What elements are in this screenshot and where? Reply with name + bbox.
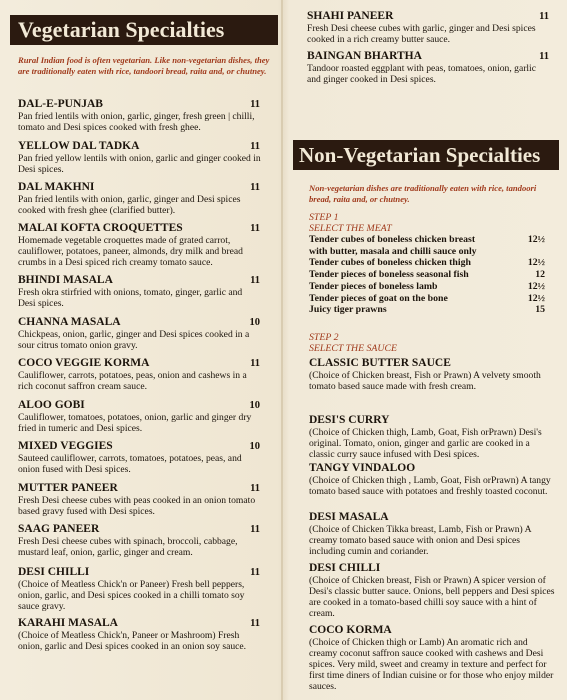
sauce-option xyxy=(309,624,557,692)
menu-item-name: MIXED VEGGIES xyxy=(18,440,113,452)
meat-price: 15 xyxy=(535,304,545,316)
menu-item-header xyxy=(307,50,565,63)
menu-item-description: Fresh Desi cheese cubes with garlic, ginger and Desi spices cooked in a rich creamy butter sauce. xyxy=(307,23,536,45)
menu-item-name: YELLOW DAL TADKA xyxy=(18,140,140,152)
menu-item xyxy=(18,140,276,175)
vegetarian-title: Vegetarian Specialties xyxy=(10,15,278,45)
menu-item-price: 11 xyxy=(250,141,260,152)
sauce-description: (Choice of Chicken Tikka breast, Lamb, Fish or Prawn) A creamy tomato based sauce with onion and Desi spices including cumin and coriander. xyxy=(309,524,531,557)
menu-item-name: CHANNA MASALA xyxy=(18,316,121,328)
meat-price: 12½ xyxy=(527,234,545,245)
menu-item-description: Chickpeas, onion, garlic, ginger and Desi spices cooked in a sour citrus tomato onion gravy. xyxy=(18,329,250,351)
menu-item-name: DESI CHILLI xyxy=(18,566,90,578)
sauce-description: (Choice of Chicken breast, Fish or Prawn) A velvety smooth tomato based sauce made with fresh cream. xyxy=(309,370,541,392)
menu-item-header xyxy=(18,140,276,153)
menu-item-header xyxy=(18,316,276,329)
menu-item-header xyxy=(18,566,276,579)
menu-item-name: MALAI KOFTA CROQUETTES xyxy=(18,222,183,234)
meat-name: Tender pieces of goat on the bone xyxy=(309,292,448,304)
menu-item-header xyxy=(18,274,276,287)
menu-item-description: Cauliflower, carrots, potatoes, peas, onion and cashews in a rich coconut saffron cream sauce. xyxy=(18,370,247,392)
step1-block xyxy=(309,212,559,316)
menu-item-header xyxy=(18,181,276,194)
menu-item-name: ALOO GOBI xyxy=(18,399,85,411)
vegetarian-intro: Rural Indian food is often vegetarian. Like non-vegetarian dishes, they are traditionally eaten with rice, tandoori bread, raita and, or chutney. xyxy=(18,55,270,76)
menu-item-description: Tandoor roasted eggplant with peas, tomatoes, onion, garlic and ginger cooked in Desi spices. xyxy=(307,63,536,85)
menu-item xyxy=(18,222,276,268)
menu-item-description: Fresh Desi cheese cubes with spinach, broccoli, cabbage, mustard leaf, onion, garlic, ginger and cream. xyxy=(18,536,238,558)
menu-item-name: SHAHI PANEER xyxy=(307,10,394,22)
meat-name: with butter, masala and chilli sauce only xyxy=(309,245,477,257)
menu-item-price: 10 xyxy=(249,441,260,452)
menu-item-name: KARAHI MASALA xyxy=(18,617,118,629)
meat-price: 12½ xyxy=(527,280,545,292)
sauce-name: DESI CHILLI xyxy=(309,562,381,574)
sauce-option xyxy=(309,511,557,557)
menu-item-price: 11 xyxy=(539,11,549,22)
step2-block xyxy=(309,332,559,354)
menu-item-name: DAL MAKHNI xyxy=(18,181,95,193)
menu-item xyxy=(18,566,276,612)
meat-name: Tender cubes of boneless chicken thigh xyxy=(309,257,471,269)
menu-item-description: Fresh Desi cheese cubes with peas cooked in an onion tomato based gravy fused with Desi spices. xyxy=(18,495,256,517)
menu-item xyxy=(18,523,276,558)
menu-item-header xyxy=(18,399,276,412)
sauce-description: (Choice of Chicken thigh, Lamb, Goat, Fish orPrawn) Desi's original. Tomato, onion, ginger and garlic are cooked in a classic curry sauce infused with Desi spices. xyxy=(309,427,542,460)
menu-item-price: 11 xyxy=(250,275,260,286)
nonveg-title: Non-Vegetarian Specialties xyxy=(293,140,559,170)
menu-item xyxy=(307,10,565,45)
menu-item-header xyxy=(18,222,276,235)
menu-item xyxy=(18,181,276,216)
step2-sub: SELECT THE SAUCE xyxy=(309,343,398,354)
meat-option xyxy=(309,257,559,269)
menu-item-name: MUTTER PANEER xyxy=(18,482,118,494)
menu-item xyxy=(18,440,276,475)
menu-item xyxy=(18,482,276,517)
menu-item-description: Pan fried yellow lentils with onion, garlic and ginger cooked in Desi spices. xyxy=(18,153,261,175)
menu-item-name: DAL-E-PUNJAB xyxy=(18,98,103,110)
sauce-option xyxy=(309,462,557,497)
meat-option xyxy=(309,234,559,246)
step1-label: STEP 1 xyxy=(309,212,339,223)
meat-option xyxy=(309,246,559,258)
menu-item-price: 11 xyxy=(250,567,260,578)
menu-item-header xyxy=(18,357,276,370)
sauce-description: (Choice of Chicken breast, Fish or Prawn) A spicer version of Desi's classic butter sauce. Onions, bell peppers and Desi spices are cooked in a tomato-based chilli soy sauce with a hint of cream. xyxy=(309,575,555,619)
menu-item-price: 10 xyxy=(249,317,260,328)
nonveg-intro: Non-vegetarian dishes are traditionally eaten with rice, tandoori bread, raita and, or chutney. xyxy=(309,183,537,204)
sauce-name: DESI'S CURRY xyxy=(309,414,390,426)
sauce-name: DESI MASALA xyxy=(309,511,389,523)
menu-item-description: Pan fried lentils with onion, garlic, ginger, fresh green | chilli, tomato and Desi spices cooked with fresh ghee. xyxy=(18,111,255,133)
meat-name: Tender cubes of boneless chicken breast xyxy=(309,234,476,245)
menu-item-description: Cauliflower, tomatoes, potatoes, onion, garlic and ginger dry fried in tumeric and Desi spices. xyxy=(18,412,252,434)
meat-option xyxy=(309,304,559,316)
menu-item-price: 11 xyxy=(539,51,549,62)
menu-item-price: 11 xyxy=(250,223,260,234)
menu-item-header xyxy=(18,440,276,453)
menu-item-description: Fresh okra stirfried with onions, tomato, ginger, garlic and Desi spices. xyxy=(18,287,243,309)
menu-item-description: (Choice of Meatless Chick'n or Paneer) Fresh bell peppers, onion, garlic, and Desi spices cooked in a chilli tomato soy sauce gravy. xyxy=(18,579,245,612)
menu-item-header xyxy=(18,617,276,630)
meat-list xyxy=(309,234,559,316)
menu-item-description: (Choice of Meatless Chick'n, Paneer or Mashroom) Fresh onion, garlic and Desi spices cooked in an onion soy sauce. xyxy=(18,630,247,652)
meat-option xyxy=(309,281,559,293)
menu-item-price: 11 xyxy=(250,483,260,494)
menu-item-price: 10 xyxy=(249,400,260,411)
meat-price xyxy=(515,246,545,258)
menu-item-description: Sauteed cauliflower, carrots, tomatoes, potatoes, peas, and onion fused with Desi spices. xyxy=(18,453,242,475)
meat-price: 12 xyxy=(535,269,545,281)
menu-item-price: 11 xyxy=(250,524,260,535)
sauce-name: TANGY VINDALOO xyxy=(309,462,416,474)
menu-item xyxy=(18,316,276,351)
menu-item xyxy=(18,98,276,133)
menu-item-price: 11 xyxy=(250,618,260,629)
menu-item-header xyxy=(18,98,276,111)
sauce-description: (Choice of Chicken thigh or Lamb) An aromatic rich and creamy coconut saffron sauce cooked with cashews and Desi spices. Very mild, sweet and creamy in texture and perfect for first time diners of Indian cuisine or for those who enjoy milder sauces. xyxy=(309,637,554,692)
sauce-option xyxy=(309,562,557,619)
sauce-name: CLASSIC BUTTER SAUCE xyxy=(309,357,451,369)
meat-price: 12½ xyxy=(527,257,545,269)
sauce-name: COCO KORMA xyxy=(309,624,392,636)
menu-item-name: COCO VEGGIE KORMA xyxy=(18,357,150,369)
menu-item-header xyxy=(18,523,276,536)
meat-option xyxy=(309,293,559,305)
sauce-option xyxy=(309,357,557,392)
menu-item xyxy=(18,274,276,309)
step1-sub: SELECT THE MEAT xyxy=(309,223,392,234)
menu-item xyxy=(18,399,276,434)
meat-name: Tender pieces of boneless seasonal fish xyxy=(309,269,469,281)
meat-price: 12½ xyxy=(527,292,545,304)
sauce-description: (Choice of Chicken thigh , Lamb, Goat, Fish orPrawn) A tangy tomato based sauce with potatoes and freshly toasted coconut. xyxy=(309,475,551,497)
column-divider xyxy=(281,0,283,700)
menu-item-description: Pan fried lentils with onion, garlic, ginger and Desi spices cooked with fresh ghee (clarified butter). xyxy=(18,194,241,216)
menu-item xyxy=(307,50,565,85)
menu-item-name: SAAG PANEER xyxy=(18,523,100,535)
menu-item xyxy=(18,617,276,652)
menu-item-price: 11 xyxy=(250,99,260,110)
menu-item-price: 11 xyxy=(250,358,260,369)
menu-item-name: BHINDI MASALA xyxy=(18,274,113,286)
meat-option xyxy=(309,269,559,281)
menu-item-price: 11 xyxy=(250,182,260,193)
meat-name: Tender pieces of boneless lamb xyxy=(309,280,438,292)
menu-item-header xyxy=(307,10,565,23)
sauce-option xyxy=(309,414,557,460)
meat-name: Juicy tiger prawns xyxy=(309,304,387,316)
step2-label: STEP 2 xyxy=(309,332,339,343)
menu-item-name: BAINGAN BHARTHA xyxy=(307,50,422,62)
menu-item xyxy=(18,357,276,392)
menu-item-description: Homemade vegetable croquettes made of grated carrot, cauliflower, potatoes, paneer, almonds, dry milk and bread crumbs in a Desi spiced rich creamy tomato sauce. xyxy=(18,235,243,268)
menu-item-header xyxy=(18,482,276,495)
